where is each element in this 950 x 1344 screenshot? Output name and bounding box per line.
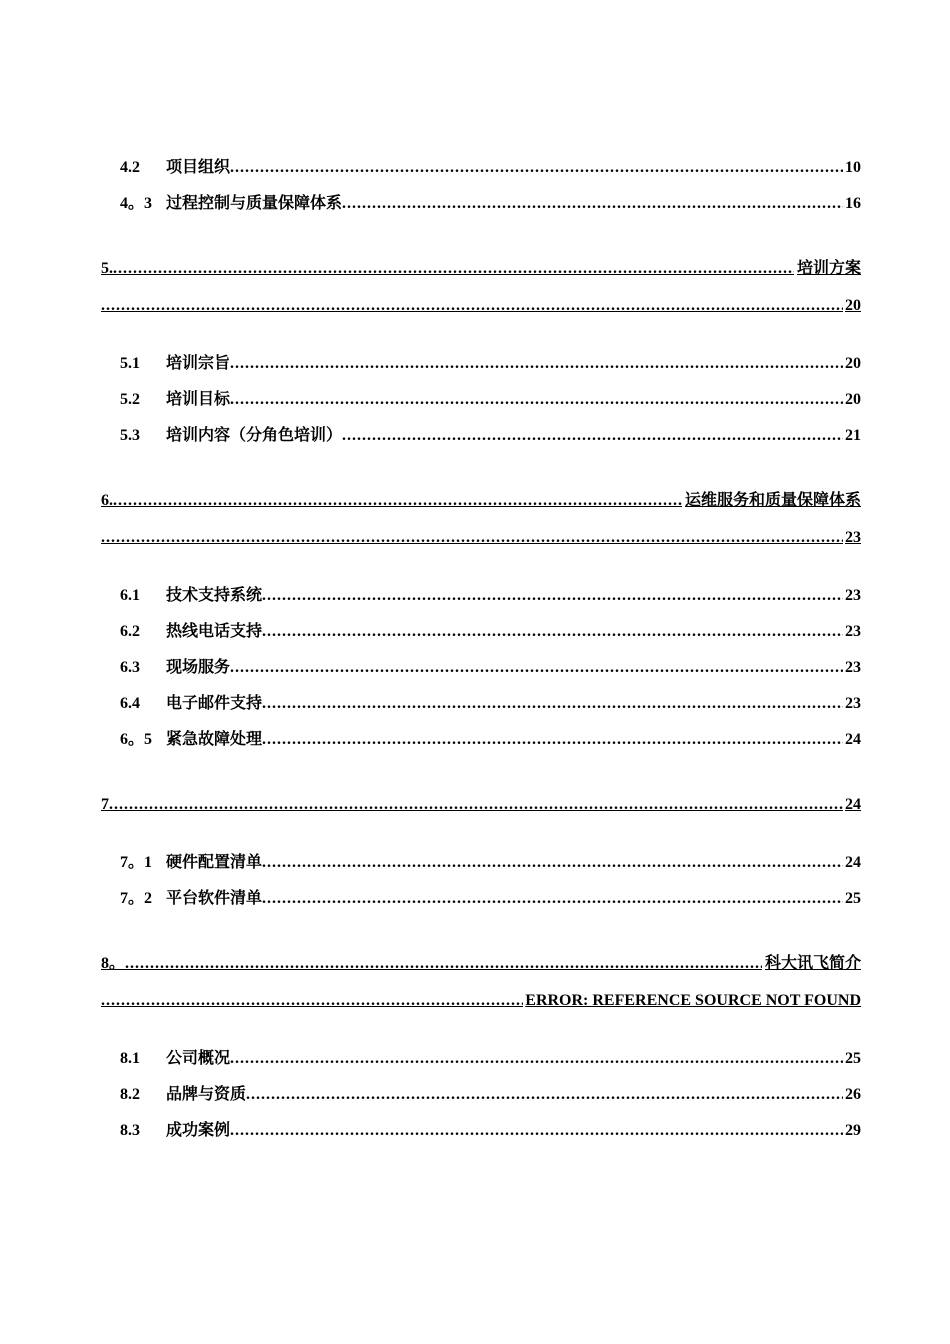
toc-number: 6。5	[120, 731, 153, 748]
dot-leader	[262, 622, 843, 642]
toc-page-number: 20	[845, 391, 861, 408]
toc-number: 5.2	[120, 391, 140, 408]
dot-leader	[262, 586, 843, 606]
toc-title: 过程控制与质量保障体系	[166, 195, 343, 212]
toc-number: 6.4	[120, 695, 140, 712]
toc-title: 平台软件清单	[166, 890, 263, 907]
toc-page-number: 29	[845, 1122, 861, 1139]
toc-number: 6.1	[120, 587, 140, 604]
toc-title: 科大讯飞简介	[764, 954, 861, 972]
toc-title: 硬件配置清单	[166, 854, 263, 871]
toc-page-number: 23	[845, 623, 861, 640]
dot-leader	[101, 528, 843, 548]
toc-entry-5-2[interactable]	[101, 382, 861, 418]
toc-title: 项目组织	[166, 159, 231, 176]
dot-leader	[125, 954, 762, 974]
toc-page-number: 20	[845, 296, 861, 314]
dot-leader	[342, 194, 843, 214]
toc-title: 成功案例	[166, 1122, 231, 1139]
dot-leader	[113, 491, 682, 511]
toc-number: 8.2	[120, 1086, 140, 1103]
toc-entry-7-2[interactable]	[101, 881, 861, 917]
toc-entry-6-4[interactable]	[101, 686, 861, 722]
toc-page-number: 23	[845, 587, 861, 604]
toc-number: 7	[101, 795, 109, 813]
dot-leader	[101, 296, 843, 316]
toc-chapter-5-page[interactable]	[101, 287, 861, 324]
toc-page-number: 26	[845, 1086, 861, 1103]
toc-title: 培训宗旨	[166, 355, 231, 372]
toc-page-number: 21	[845, 427, 861, 444]
toc-entry-5-3[interactable]	[101, 418, 861, 454]
dot-leader	[230, 158, 843, 178]
dot-leader	[262, 889, 843, 909]
toc-page-number: 25	[845, 1050, 861, 1067]
dot-leader	[262, 730, 843, 750]
dot-leader	[230, 354, 843, 374]
toc-chapter-8-title[interactable]	[101, 945, 861, 982]
toc-entry-6-1[interactable]	[101, 578, 861, 614]
dot-leader	[262, 853, 843, 873]
toc-title: 现场服务	[166, 659, 231, 676]
toc-entry-4-3[interactable]	[101, 186, 861, 222]
toc-number: 8.1	[120, 1050, 140, 1067]
dot-leader	[230, 1121, 843, 1141]
toc-page-number: ERROR: REFERENCE SOURCE NOT FOUND	[525, 991, 861, 1009]
toc-entry-6-2[interactable]	[101, 614, 861, 650]
toc-page-number: 10	[845, 159, 861, 176]
toc-title: 技术支持系统	[166, 587, 263, 604]
dot-leader	[109, 795, 843, 815]
toc-number: 5.1	[120, 355, 140, 372]
toc-number: 8。	[101, 954, 126, 972]
toc-page-number: 23	[845, 695, 861, 712]
dot-leader	[113, 259, 794, 279]
toc-page-number: 16	[845, 195, 861, 212]
toc-page-number: 20	[845, 355, 861, 372]
toc-number: 5.3	[120, 427, 140, 444]
toc-title: 培训目标	[166, 391, 231, 408]
dot-leader	[230, 390, 843, 410]
toc-number: 7。1	[120, 854, 153, 871]
dot-leader	[246, 1085, 843, 1105]
toc-page-number: 23	[845, 659, 861, 676]
toc-number: 6.	[101, 491, 113, 509]
toc-number: 7。2	[120, 890, 153, 907]
toc-entry-4-2[interactable]	[101, 150, 861, 186]
dot-leader	[342, 426, 843, 446]
toc-page-number: 24	[845, 731, 861, 748]
toc-entry-7-1[interactable]	[101, 845, 861, 881]
toc-title: 运维服务和质量保障体系	[684, 491, 861, 509]
toc-title: 紧急故障处理	[166, 731, 263, 748]
toc-title: 培训内容（分角色培训）	[166, 427, 343, 444]
toc-page-number: 24	[845, 795, 861, 813]
toc-chapter-5-title[interactable]	[101, 250, 861, 287]
toc-entry-5-1[interactable]	[101, 346, 861, 382]
toc-entry-8-3[interactable]	[101, 1113, 861, 1149]
toc-entry-8-2[interactable]	[101, 1077, 861, 1113]
toc-page-number: 25	[845, 890, 861, 907]
toc-number: 4。3	[120, 195, 153, 212]
table-of-contents	[101, 150, 861, 1149]
toc-entry-6-5[interactable]	[101, 722, 861, 758]
toc-number: 4.2	[120, 159, 140, 176]
toc-title: 品牌与资质	[166, 1086, 247, 1103]
toc-title: 电子邮件支持	[166, 695, 263, 712]
toc-number: 8.3	[120, 1122, 140, 1139]
toc-title: 公司概况	[166, 1050, 231, 1067]
dot-leader	[230, 658, 843, 678]
toc-title: 热线电话支持	[166, 623, 263, 640]
toc-entry-6-3[interactable]	[101, 650, 861, 686]
toc-chapter-8-page[interactable]	[101, 982, 861, 1019]
dot-leader	[230, 1049, 843, 1069]
toc-number: 6.3	[120, 659, 140, 676]
toc-title: 培训方案	[796, 259, 861, 277]
toc-number: 6.2	[120, 623, 140, 640]
toc-page-number: 24	[845, 854, 861, 871]
dot-leader	[101, 991, 523, 1011]
dot-leader	[262, 694, 843, 714]
toc-chapter-7[interactable]	[101, 786, 861, 823]
toc-entry-8-1[interactable]	[101, 1041, 861, 1077]
toc-chapter-6-page[interactable]	[101, 519, 861, 556]
toc-number: 5.	[101, 259, 113, 277]
toc-page-number: 23	[845, 528, 861, 546]
toc-chapter-6-title[interactable]	[101, 482, 861, 519]
